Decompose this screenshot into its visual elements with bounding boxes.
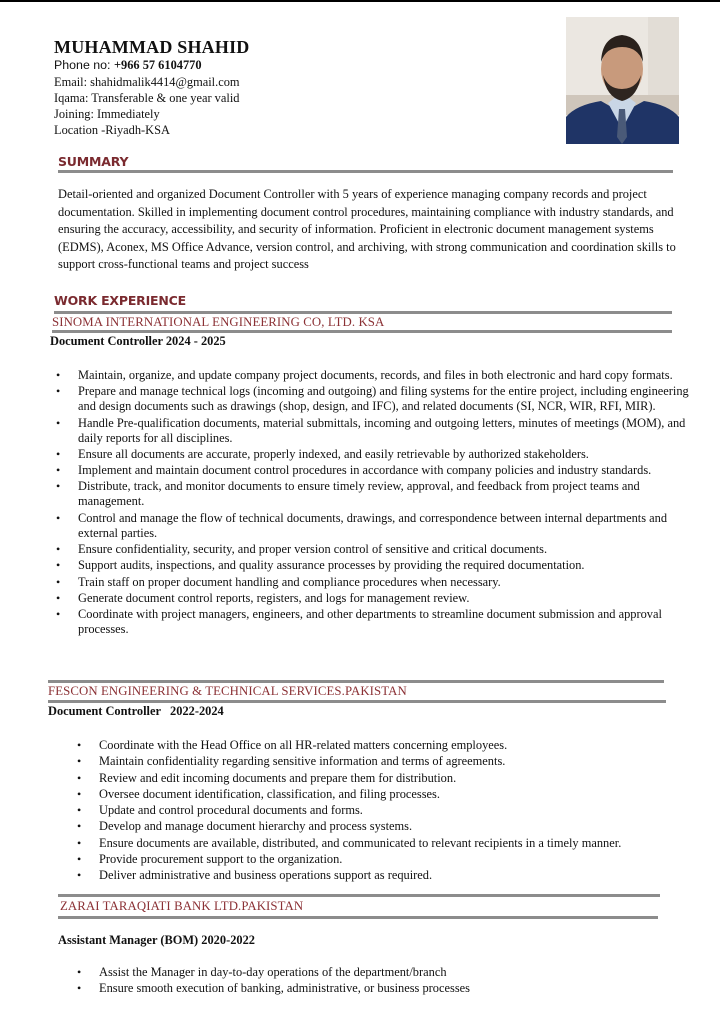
top-border <box>0 0 720 2</box>
job-duties-list <box>99 738 699 885</box>
person-portrait-icon <box>566 17 679 144</box>
job-duties-list <box>78 368 698 639</box>
list-item: • Ensure smooth execution of banking, administrative, or business processes <box>99 981 699 996</box>
company-name: ZARAI TARAQIATI BANK LTD.PAKISTAN <box>60 899 304 913</box>
company-name: SINOMA INTERNATIONAL ENGINEERING CO, LTD. KSA <box>52 315 385 329</box>
list-item: • Deliver administrative and business operations support as required. <box>99 868 699 883</box>
list-item: • Distribute, track, and monitor documents to ensure timely review, approval, and feedback from project teams and management. <box>78 479 698 509</box>
iqama-line: Iqama: Transferable & one year valid <box>54 91 240 105</box>
company-divider <box>52 330 672 333</box>
list-item: • Ensure all documents are accurate, properly indexed, and easily retrievable by authorized stakeholders. <box>78 447 698 462</box>
company-name: FESCON ENGINEERING & TECHNICAL SERVICES.PAKISTAN <box>48 684 407 698</box>
list-item: • Develop and manage document hierarchy and process systems. <box>99 819 699 834</box>
profile-photo <box>566 17 679 144</box>
list-item: • Maintain, organize, and update company project documents, records, and files in both electronic and hard copy formats. <box>78 368 698 383</box>
joining-line: Joining: Immediately <box>54 107 160 121</box>
company-divider <box>48 680 664 683</box>
job-duties-list <box>99 965 699 998</box>
list-item: • Provide procurement support to the organization. <box>99 852 699 867</box>
summary-divider <box>58 170 673 173</box>
list-item: • Coordinate with the Head Office on all HR-related matters concerning employees. <box>99 738 699 753</box>
list-item: • Generate document control reports, registers, and logs for management review. <box>78 591 698 606</box>
list-item: • Update and control procedural documents and forms. <box>99 803 699 818</box>
list-item: • Prepare and manage technical logs (incoming and outgoing) and filing systems for the entire project, including engineering and design documents such as drawings (shop, design, and IFC), and related documents (SI, NCR, WIR, RFI, MIR). <box>78 384 698 414</box>
list-item: • Review and edit incoming documents and prepare them for distribution. <box>99 771 699 786</box>
list-item: • Implement and maintain document control procedures in accordance with company policies and industry standards. <box>78 463 698 478</box>
list-item: • Assist the Manager in day-to-day operations of the department/branch <box>99 965 699 980</box>
summary-heading: SUMMARY <box>58 154 129 169</box>
list-item: • Coordinate with project managers, engineers, and other departments to streamline document submission and approval processes. <box>78 607 698 637</box>
phone-line <box>54 58 202 74</box>
work-experience-heading: WORK EXPERIENCE <box>54 293 186 308</box>
job-title: Assistant Manager (BOM) 2020-2022 <box>58 933 255 947</box>
list-item: • Support audits, inspections, and quality assurance processes by providing the required documentation. <box>78 558 698 573</box>
candidate-name: MUHAMMAD SHAHID <box>54 37 250 57</box>
summary-text: Detail-oriented and organized Document Controller with 5 years of experience managing company records and project documentation. Skilled in implementing document control procedures, maintaining compliance with industry standards, and ensuring the accuracy, accessibility, and security of information. Proficient in electronic document management systems (EDMS), Aconex, MS Office Advance, version control, and archiving, with strong communication and coordination skills to support cross-functional teams and project success <box>58 187 676 272</box>
list-item: • Handle Pre-qualification documents, material submittals, incoming and outgoing letters, minutes of meetings (MOM), and daily reports for all disciplines. <box>78 416 698 446</box>
list-item: • Train staff on proper document handling and compliance procedures when necessary. <box>78 575 698 590</box>
email-line: Email: shahidmalik4414@gmail.com <box>54 75 240 89</box>
phone-label: Phone no: <box>54 58 114 72</box>
list-item: • Oversee document identification, classification, and filing processes. <box>99 787 699 802</box>
phone-value: +966 57 6104770 <box>113 58 202 72</box>
location-line: Location -Riyadh-KSA <box>54 123 170 137</box>
company-divider <box>58 894 660 897</box>
company-divider <box>58 916 658 919</box>
work-experience-divider <box>54 311 672 314</box>
list-item: • Maintain confidentiality regarding sensitive information and terms of agreements. <box>99 754 699 769</box>
list-item: • Control and manage the flow of technical documents, drawings, and correspondence between internal departments and external parties. <box>78 511 698 541</box>
job-title: Document Controller 2024 - 2025 <box>50 334 226 348</box>
list-item: • Ensure confidentiality, security, and proper version control of sensitive and critical documents. <box>78 542 698 557</box>
list-item: • Ensure documents are available, distributed, and communicated to relevant recipients in a timely manner. <box>99 836 699 851</box>
company-divider <box>48 700 666 703</box>
job-title: Document Controller 2022-2024 <box>48 704 224 718</box>
